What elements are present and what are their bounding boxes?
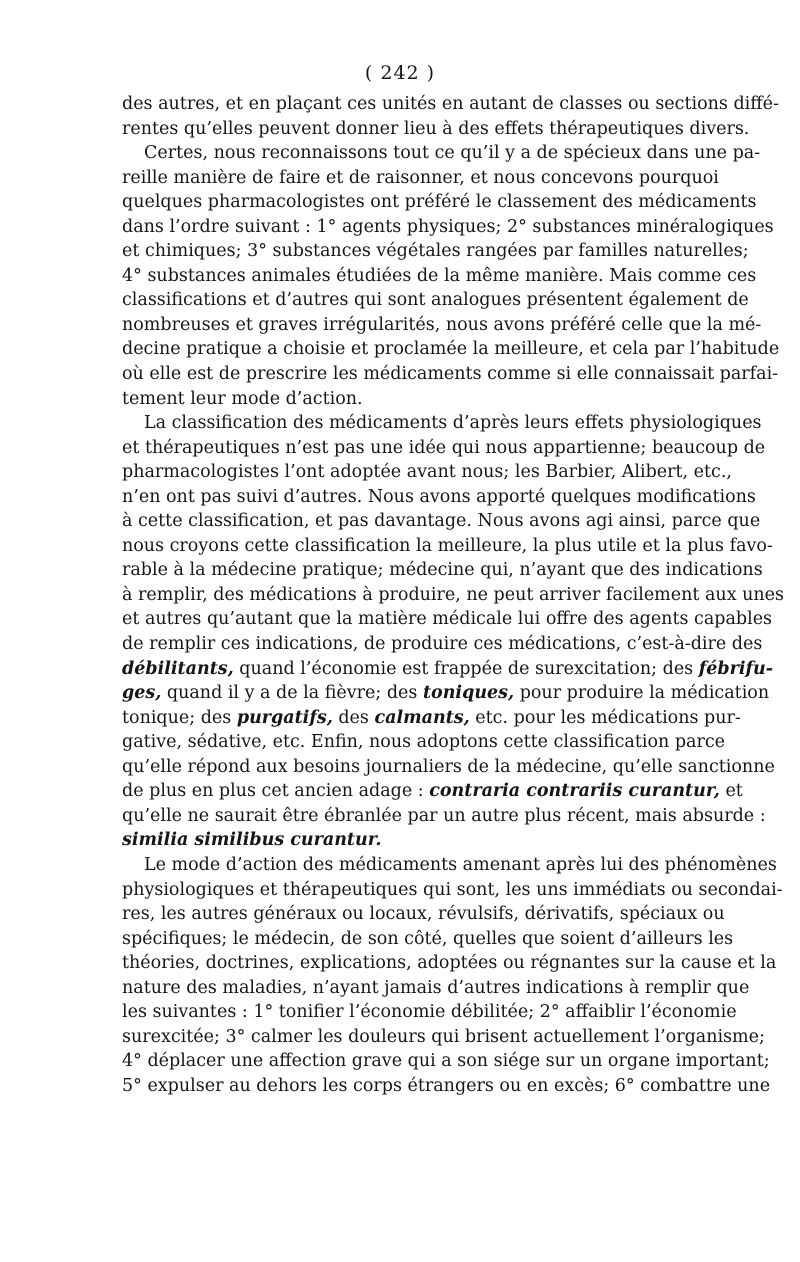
text-line	[122, 657, 774, 682]
text-line: Certes, nous reconnaissons tout ce qu’il y a de spécieux dans une pa-	[144, 143, 761, 164]
text-segment: et	[719, 781, 743, 802]
text-line: les suivantes : 1° tonifier l’économie débilitée; 2° affaiblir l’économie	[122, 1002, 737, 1023]
text-line: théories, doctrines, explications, adoptées ou régnantes sur la cause et la	[122, 953, 777, 974]
text-line: 4° déplacer une affection grave qui a son siége sur un organe important;	[122, 1051, 770, 1072]
text-segment: pour produire la médication	[514, 683, 770, 704]
text-line: nombreuses et graves irrégularités, nous avons préféré celle que la mé-	[122, 314, 762, 335]
text-line: surexcitée; 3° calmer les douleurs qui brisent actuellement l’organisme;	[122, 1026, 765, 1047]
text-line: 5° expulser au dehors les corps étrangers ou en excès; 6° combattre une	[122, 1075, 771, 1096]
text-line: 4° substances animales étudiées de la même manière. Mais comme ces	[122, 265, 757, 286]
text-line: spécifiques; le médecin, de son côté, quelles que soient d’ailleurs les	[122, 928, 734, 949]
emphasis-text: similia similibus curantur.	[122, 830, 382, 851]
text-line: nature des maladies, n’ayant jamais d’autres indications à remplir que	[122, 977, 750, 998]
emphasis-text: débilitants,	[122, 658, 234, 679]
emphasis-text: contraria contrariis curantur,	[429, 781, 720, 802]
text-segment: quand il y a de la fièvre; des	[161, 683, 423, 704]
emphasis-text: calmants,	[374, 707, 470, 728]
body-text	[122, 92, 785, 1098]
emphasis-text: ges,	[122, 683, 162, 704]
emphasis-text: purgatifs,	[236, 707, 333, 728]
text-line: decine pratique a choisie et proclamée la meilleure, et cela par l’habitude	[122, 339, 780, 360]
text-segment: des	[332, 707, 375, 728]
text-segment: etc. pour les médications pur-	[469, 707, 741, 728]
text-line: gative, sédative, etc. Enfin, nous adoptons cette classification parce	[122, 732, 726, 753]
text-line	[122, 828, 678, 853]
text-line: La classification des médicaments d’après leurs effets physiologiques	[144, 413, 762, 434]
text-line: et chimiques; 3° substances végétales rangées par familles naturelles;	[122, 241, 749, 262]
text-line: reille manière de faire et de raisonner, et nous concevons pourquoi	[122, 167, 719, 188]
text-line	[122, 779, 743, 804]
text-line: rable à la médecine pratique; médecine qui, n’ayant que des indications	[122, 560, 763, 581]
text-line: et autres qu’autant que la matière médicale lui offre des agents capables	[122, 609, 773, 630]
emphasis-text: fébrifu-	[698, 658, 774, 679]
text-line: qu’elle répond aux besoins journaliers de la médecine, qu’elle sanctionne	[122, 756, 775, 777]
text-line: pharmacologistes l’ont adoptée avant nous; les Barbier, Alibert, etc.,	[122, 462, 732, 483]
text-line: rentes qu’elles peuvent donner lieu à des effets thérapeutiques divers.	[122, 118, 750, 139]
text-line: quelques pharmacologistes ont préféré le classement des médicaments	[122, 192, 757, 213]
text-segment: de plus en plus cet ancien adage :	[122, 781, 430, 802]
text-line: dans l’ordre suivant : 1° agents physiques; 2° substances minéralogiques	[122, 216, 774, 237]
text-line: n’en ont pas suivi d’autres. Nous avons apporté quelques modifications	[122, 486, 756, 507]
text-segment: quand l’économie est frappée de surexcitation; des	[233, 658, 699, 679]
text-line: des autres, et en plaçant ces unités en autant de classes ou sections diffé-	[122, 94, 779, 114]
text-segment: tonique; des	[122, 707, 237, 728]
text-line: à cette classification, et pas davantage. Nous avons agi ainsi, parce que	[122, 511, 761, 532]
text-line	[122, 681, 770, 706]
text-line: physiologiques et thérapeutiques qui sont, les uns immédiats ou secondai-	[122, 879, 783, 900]
text-line: tement leur mode d’action.	[122, 388, 363, 409]
text-line: à remplir, des médications à produire, ne peut arriver facilement aux unes	[122, 584, 785, 605]
text-line: de remplir ces indications, de produire ces médications, c’est-à-dire des	[122, 634, 763, 655]
text-line: nous croyons cette classification la meilleure, la plus utile et la plus favo-	[122, 535, 773, 556]
text-line: classifications et d’autres qui sont analogues présentent également de	[122, 290, 749, 311]
emphasis-text: toniques,	[422, 683, 515, 704]
text-line: Le mode d’action des médicaments amenant après lui des phénomènes	[144, 854, 777, 875]
text-line: res, les autres généraux ou locaux, révulsifs, dérivatifs, spéciaux ou	[122, 904, 725, 925]
text-line	[122, 706, 741, 731]
text-line: où elle est de prescrire les médicaments comme si elle connaissait parfai-	[122, 364, 779, 385]
text-line: et thérapeutiques n’est pas une idée qui nous appartienne; beaucoup de	[122, 437, 766, 458]
page-number: ( 242 )	[364, 62, 436, 84]
text-line: qu’elle ne saurait être ébranlée par un autre plus récent, mais absurde :	[122, 805, 766, 826]
